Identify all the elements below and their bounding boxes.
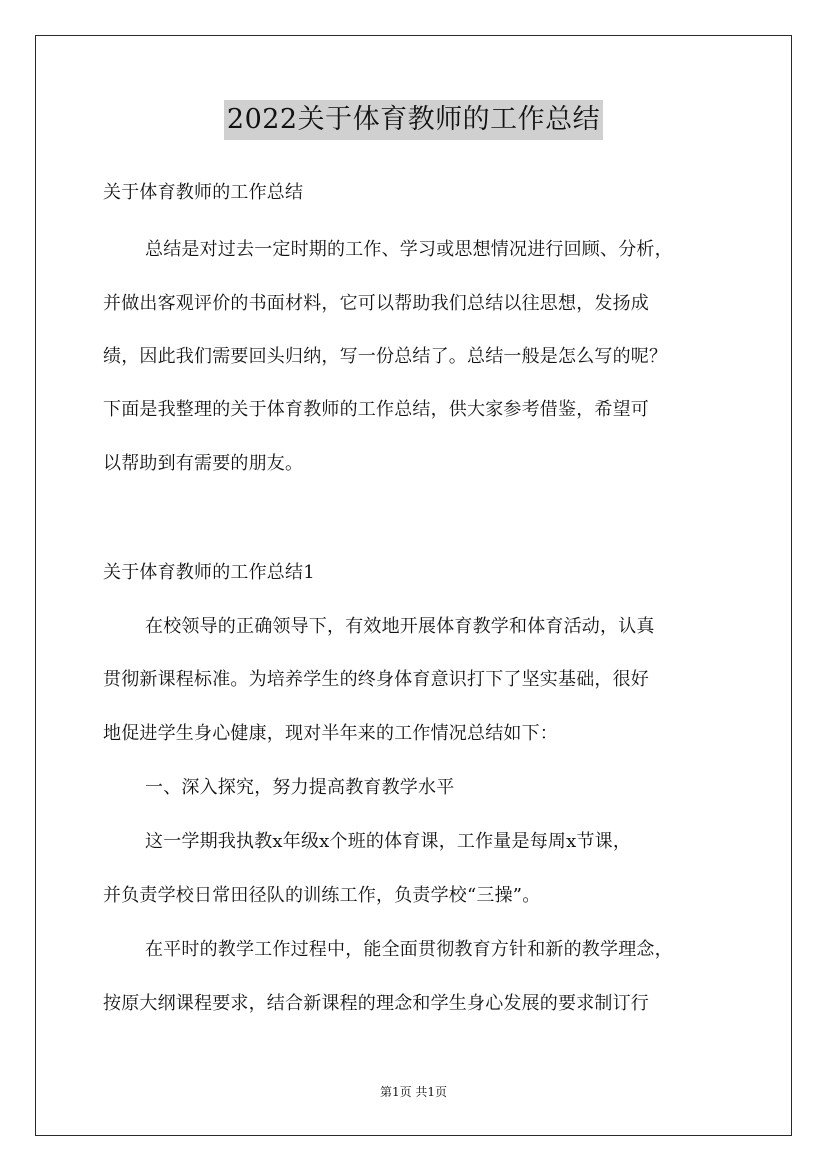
paragraph-line: 以帮助到有需要的朋友。	[103, 453, 304, 474]
paragraph-line: 按原大纲课程要求，结合新课程的理念和学生身心发展的要求制订行	[103, 993, 649, 1014]
paragraph-line: 在校领导的正确领导下，有效地开展体育教学和体育活动，认真	[145, 616, 655, 637]
paragraph-line: 下面是我整理的关于体育教师的工作总结，供大家参考借鉴，希望可	[103, 399, 649, 420]
paragraph-line: 并负责学校日常田径队的训练工作，负责学校“三操”。	[103, 885, 541, 906]
subheading: 一、深入探究，努力提高教育教学水平	[145, 777, 455, 798]
paragraph-line: 地促进学生身心健康，现对半年来的工作情况总结如下：	[103, 723, 558, 744]
paragraph-line: 贯彻新课程标准。为培养学生的终身体育意识打下了坚实基础，很好	[103, 669, 649, 690]
paragraph-line: 这一学期我执教x年级x个班的体育课，工作量是每周x节课，	[145, 831, 632, 852]
document-title: 2022关于体育教师的工作总结	[224, 100, 603, 140]
paragraph-line: 并做出客观评价的书面材料，它可以帮助我们总结以往思想，发扬成	[103, 293, 649, 314]
heading-intro: 关于体育教师的工作总结	[103, 182, 304, 203]
paragraph-line: 绩，因此我们需要回头归纳，写一份总结了。总结一般是怎么写的呢？	[103, 346, 668, 367]
section-heading: 关于体育教师的工作总结1	[103, 562, 315, 583]
title-container	[0, 100, 827, 140]
paragraph-line: 在平时的教学工作过程中，能全面贯彻教育方针和新的教学理念，	[145, 939, 673, 960]
page-footer: 第1页 共1页	[379, 1085, 448, 1099]
paragraph-line: 总结是对过去一定时期的工作、学习或思想情况进行回顾、分析，	[145, 239, 673, 260]
